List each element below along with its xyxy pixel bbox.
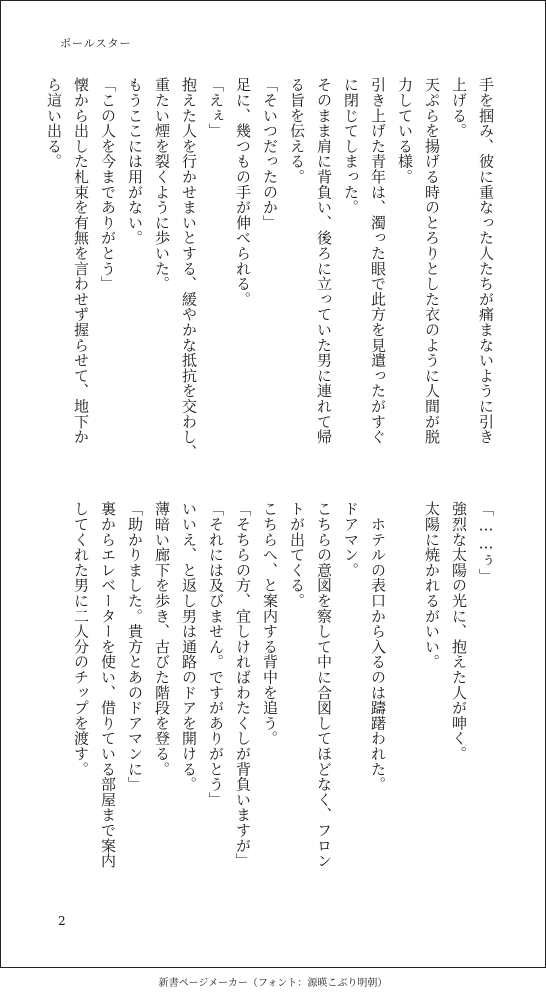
text-line: もうここには用がない。: [126, 77, 144, 246]
text-line: に閉じてしまった。: [342, 77, 360, 215]
text-line: 重たい煙を裂くように歩いた。: [153, 77, 171, 292]
text-line: 「それには及びません。ですがありがとう」: [207, 501, 225, 807]
text-line: 「そちらの方、宜しければわたくしが背負いますが」: [234, 501, 252, 869]
text-line: 引き上げた青年は、濁った眼で此方を見遣ったがすぐ: [369, 77, 387, 445]
text-line: いいえ、と返し男は通路のドアを開ける。: [180, 501, 198, 792]
text-line: 上げる。: [450, 77, 468, 139]
running-header: ポールスター: [60, 37, 132, 50]
text-line: ら這い出る。: [45, 77, 63, 169]
text-line: 「助かりました。貴方とあのドアマンに」: [126, 501, 144, 792]
text-line: 「そいつだったのか」: [261, 77, 279, 230]
text-line: こちらへ、と案内する背中を追う。: [261, 501, 279, 746]
text-line: してくれた男に二人分のチップを渡す。: [72, 501, 90, 777]
text-line: トが出てくる。: [288, 501, 306, 609]
text-line: ドアマン。: [342, 501, 360, 578]
text-line: 薄暗い廊下を歩き、古びた階段を登る。: [153, 501, 171, 777]
text-line: そのまま肩に背負い、後ろに立っていた男に連れて帰: [315, 77, 333, 445]
footer-caption: 新書ページメーカー（フォント：源暎こぶり明朝）: [158, 978, 388, 989]
text-line: こちらの意図を察して中に合図してほどなく、フロン: [315, 501, 333, 869]
text-line: 「この人を今までありがとう」: [99, 77, 117, 292]
text-line: 「えぇ」: [207, 77, 225, 139]
text-line: 懐から出した札束を有無を言わせず握らせて、地下か: [72, 77, 90, 445]
text-line: 太陽に焼かれるがいい。: [423, 501, 441, 670]
text-line: ホテルの表口から入るのは躊躇われた。: [369, 501, 387, 792]
text-block-upper: [44, 77, 495, 477]
text-line: 「……ぅ」: [477, 501, 495, 584]
blank-line: [395, 501, 414, 901]
text-block-lower: [71, 501, 495, 901]
text-line: 抱えた人を行かせまいとする、緩やかな抵抗を交わし、: [180, 77, 198, 460]
text-line: 足に、幾つもの手が伸べられる。: [234, 77, 252, 307]
text-line: る旨を伝える。: [288, 77, 306, 185]
text-line: 強烈な太陽の光に、抱えた人が呻く。: [450, 501, 468, 762]
text-line: 天ぷらを揚げる時のとろりとした衣のように人間が脱: [423, 77, 441, 445]
text-line: 手を掴み、彼に重なった人たちが痛まないように引き: [477, 77, 495, 445]
text-line: 力している様。: [396, 77, 414, 185]
page-number: 2: [58, 914, 66, 928]
text-line: 裏からエレベーターを使い、借りている部屋まで案内: [99, 501, 117, 869]
